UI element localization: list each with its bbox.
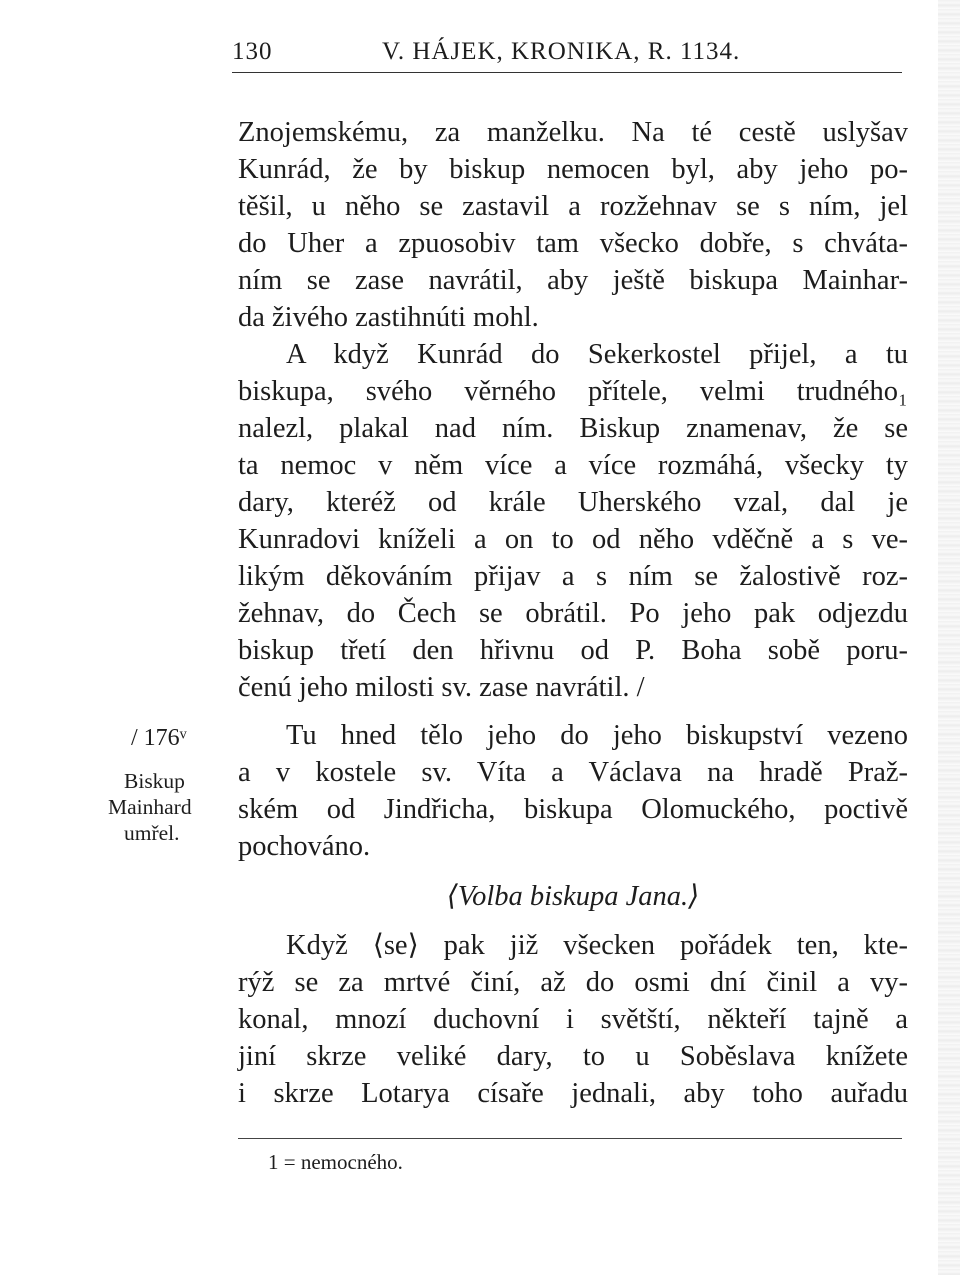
body-line: rýž se za mrtvé činí, až do osmi dní činil a vy- bbox=[238, 967, 908, 998]
marginal-note-line: Mainhard bbox=[108, 795, 192, 819]
footnote: 1 = nemocného. bbox=[268, 1150, 403, 1174]
body-line: a v kostele sv. Víta a Václava na hradě Praž- bbox=[238, 757, 908, 788]
body-line: i skrze Lotarya císaře jednali, aby toho auřadu bbox=[238, 1078, 908, 1109]
body-line: Když ⟨se⟩ pak již všecken pořádek ten, kte- bbox=[286, 930, 908, 961]
header-rule bbox=[232, 72, 902, 73]
body-line: biskupa, svého věrného přítele, velmi trudného₁ bbox=[238, 376, 908, 407]
body-line: čenú jeho milosti sv. zase navrátil. / bbox=[238, 672, 645, 703]
marginal-note-line: Biskup bbox=[124, 769, 185, 793]
body-line: ta nemoc v něm více a více rozmáhá, všecky ty bbox=[238, 450, 908, 481]
body-line: A když Kunrád do Sekerkostel přijel, a tu bbox=[286, 339, 908, 370]
body-line: žehnav, do Čech se obrátil. Po jeho pak odjezdu bbox=[238, 598, 908, 629]
body-line: těšil, u něho se zastavil a rozžehnav se s ním, jel bbox=[238, 191, 908, 222]
body-line: Tu hned tělo jeho do jeho biskupství vezeno bbox=[286, 720, 908, 751]
running-title: V. HÁJEK, KRONIKA, R. 1134. bbox=[382, 38, 741, 65]
body-line: jiní skrze veliké dary, to u Soběslava knížete bbox=[238, 1041, 908, 1072]
body-line: pochováno. bbox=[238, 831, 371, 862]
section-heading: ⟨Volba biskupa Jana.⟩ bbox=[446, 881, 700, 912]
body-line: Kunrád, že by biskup nemocen byl, aby jeho po- bbox=[238, 154, 908, 185]
body-line: likým děkováním přijav a s ním se žalostivě roz- bbox=[238, 561, 908, 592]
running-header bbox=[232, 38, 904, 72]
body-line: ském od Jindřicha, biskupa Olomuckého, poctivě bbox=[238, 794, 908, 825]
body-line: dary, kteréž od krále Uherského vzal, dal je bbox=[238, 487, 908, 518]
body-line: konal, mnozí duchovní i světští, někteří tajně a bbox=[238, 1004, 908, 1035]
body-line: Kunradovi kníželi a on to od něho vděčně a s ve- bbox=[238, 524, 908, 555]
body-line: Znojemskému, za manželku. Na té cestě uslyšav bbox=[238, 117, 908, 148]
marginal-note-line: umřel. bbox=[124, 821, 180, 845]
body-line: da živého zastihnúti mohl. bbox=[238, 302, 539, 333]
page-number: 130 bbox=[232, 38, 273, 65]
body-line: ním se zase navrátil, aby ještě biskupa Mainhar- bbox=[238, 265, 908, 296]
footnote-rule bbox=[238, 1138, 902, 1139]
folio-marker: / 176ᵛ bbox=[131, 725, 187, 751]
body-line: do Uher a zpuosobiv tam všecko dobře, s chváta- bbox=[238, 228, 908, 259]
page-edge-shading bbox=[938, 0, 960, 1275]
body-line: nalezl, plakal nad ním. Biskup znamenav, že se bbox=[238, 413, 908, 444]
body-line: biskup třetí den hřivnu od P. Boha sobě poru- bbox=[238, 635, 908, 666]
